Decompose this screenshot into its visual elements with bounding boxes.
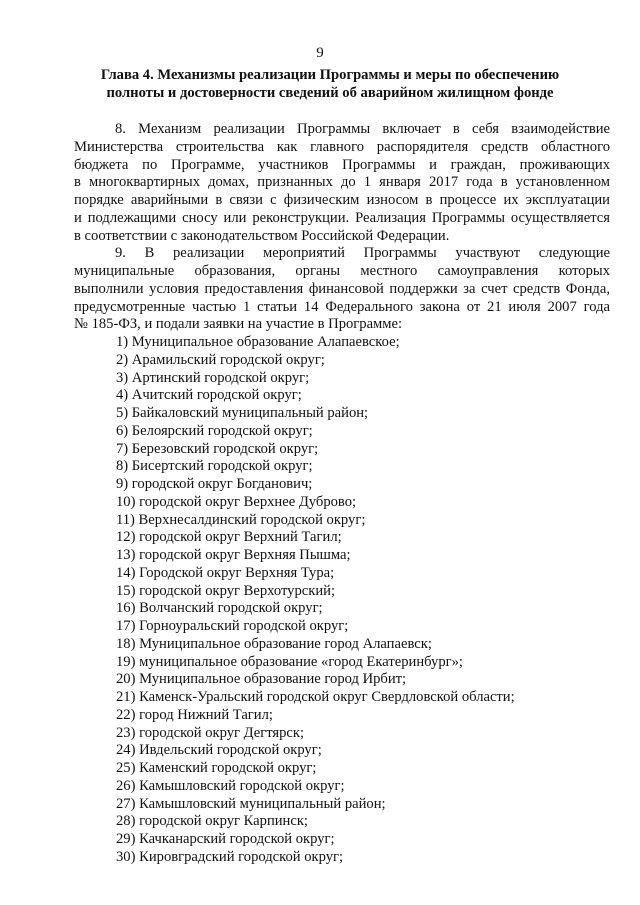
paragraph-9-line: муниципальные образования, органы местного самоуправления которых (74, 263, 610, 279)
list-item: 28) городской округ Карпинск; (116, 813, 308, 830)
list-item: 9) городской округ Богданович; (116, 476, 313, 492)
paragraph-8 (74, 121, 610, 245)
list-item: 27) Камышловский муниципальный район; (116, 795, 386, 812)
list-item: 12) городской округ Верхний Тагил; (116, 529, 342, 546)
list-item: 19) муниципальное образование «город Екатеринбург»; (116, 653, 463, 670)
list-item: 7) Березовский городской округ; (116, 440, 319, 457)
list-item: 1) Муниципальное образование Алапаевское; (116, 334, 400, 350)
paragraph-9 (74, 245, 610, 334)
paragraph-8-line: порядке аварийными в связи с физическим износом в процессе их эксплуатации (74, 192, 610, 208)
list-item: 14) Городской округ Верхняя Тура; (116, 564, 335, 581)
list-item: 24) Ивдельский городской округ; (116, 742, 322, 759)
document-body (74, 121, 610, 867)
list-item: 20) Муниципальное образование город Ирбит; (116, 671, 407, 688)
list-item: 18) Муниципальное образование город Алапаевск; (116, 635, 432, 652)
list-item: 22) город Нижний Тагил; (116, 706, 273, 723)
list-item: 8) Бисертский городской округ; (116, 458, 313, 475)
list-item: 21) Каменск-Уральский городской округ Свердловской области; (116, 689, 515, 705)
paragraph-8-line: и подлежащими сносу или реконструкции. Реализация Программы осуществляется (74, 209, 610, 226)
list-item: 2) Арамильский городской округ; (116, 351, 325, 368)
list-item: 11) Верхнесалдинский городской округ; (116, 511, 366, 528)
paragraph-8-line: бюджета по Программе, участников Программы и граждан, проживающих (74, 156, 610, 173)
chapter-title (60, 66, 600, 102)
list-item: 13) городской округ Верхняя Пышма; (116, 547, 351, 563)
list-item: 6) Белоярский городской округ; (116, 422, 313, 439)
list-item: 3) Артинский городской округ; (116, 369, 310, 386)
municipality-list (74, 334, 610, 867)
paragraph-8-line: в многоквартирных домах, признанных до 1 января 2017 года в установленном (74, 174, 610, 191)
paragraph-9-line: 9. В реализации мероприятий Программы участвуют следующие (115, 245, 610, 262)
page-number: 9 (316, 45, 324, 61)
chapter-title-line-2: полноты и достоверности сведений об аварийном жилищном фонде (106, 85, 554, 101)
list-item: 26) Камышловский городской округ; (116, 777, 345, 794)
list-item: 17) Горноуральский городской округ; (116, 618, 349, 634)
list-item: 23) городской округ Дегтярск; (116, 724, 305, 741)
list-item: 30) Кировградский городской округ; (116, 848, 344, 865)
list-item: 4) Ачитский городской округ; (116, 387, 302, 404)
list-item: 10) городской округ Верхнее Дуброво; (116, 493, 357, 510)
paragraph-9-line: № 185-ФЗ, и подали заявки на участие в Программе: (74, 316, 403, 333)
paragraph-8-line: Министерства строительства как главного распорядителя средств областного (74, 138, 610, 155)
list-item: 16) Волчанский городской округ; (116, 600, 323, 617)
list-item: 29) Качканарский городской округ; (116, 831, 335, 847)
list-item: 5) Байкаловский муниципальный район; (116, 405, 369, 421)
list-item: 25) Каменский городской округ; (116, 760, 317, 776)
paragraph-9-line: выполнили условия предоставления финансовой поддержки за счет средств Фонда, (74, 280, 610, 297)
paragraph-8-line: в соответствии с законодательством Российской Федерации. (74, 227, 450, 244)
paragraph-8-line: 8. Механизм реализации Программы включает в себя взаимодействие (115, 121, 610, 137)
list-item: 15) городской округ Верхотурский; (116, 582, 335, 599)
chapter-title-line-1: Глава 4. Механизмы реализации Программы и меры по обеспечению (100, 67, 560, 83)
paragraph-9-line: предусмотренные частью 1 статьи 14 Федерального закона от 21 июля 2007 года (74, 298, 610, 315)
